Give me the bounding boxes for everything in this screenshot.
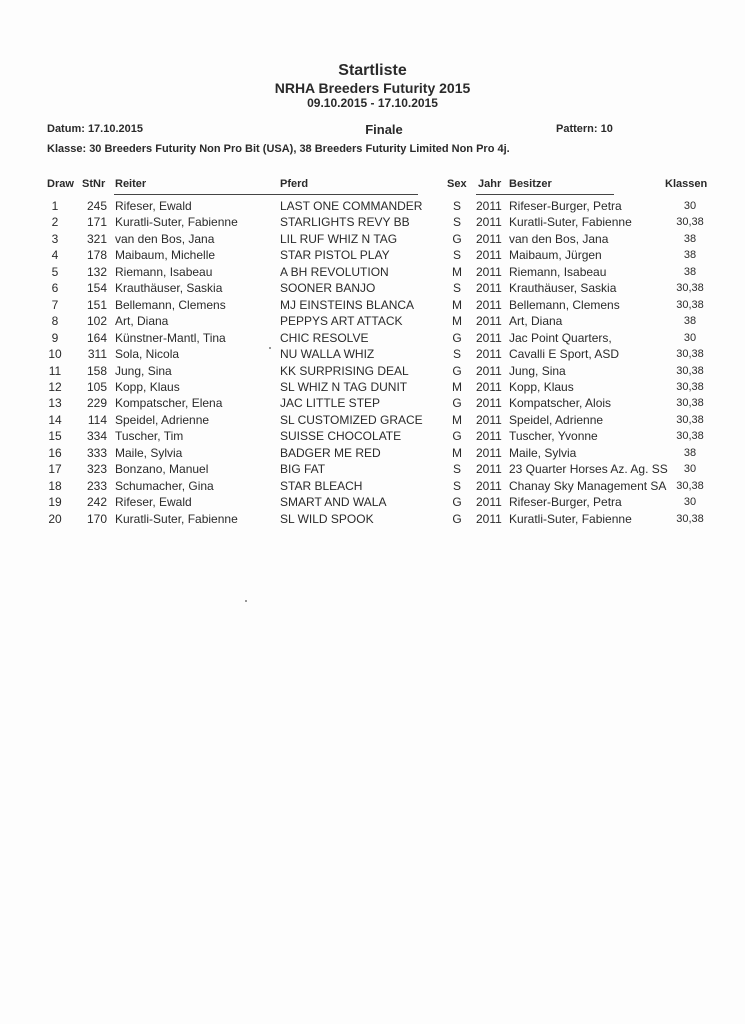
reiter-cell: Krauthäuser, Saskia bbox=[115, 281, 223, 296]
klassen-cell: 30,38 bbox=[676, 216, 704, 229]
sex-cell: S bbox=[452, 478, 461, 493]
pferd-cell: PEPPYS ART ATTACK bbox=[280, 314, 403, 329]
reiter-cell: Jung, Sina bbox=[115, 363, 172, 378]
draw-cell: 2 bbox=[51, 215, 59, 230]
reiter-cell: Kompatscher, Elena bbox=[115, 396, 223, 411]
besitzer-cell: Cavalli E Sport, ASD bbox=[509, 347, 620, 362]
reiter-cell: Rifeser, Ewald bbox=[115, 199, 192, 213]
klassen-cell: 38 bbox=[683, 315, 697, 328]
reiter-cell: Kopp, Klaus bbox=[115, 379, 180, 394]
pferd-cell: LIL RUF WHIZ N TAG bbox=[280, 231, 398, 246]
besitzer-cell: Kopp, Klaus bbox=[509, 379, 574, 394]
table-row bbox=[0, 395, 745, 411]
klassen-cell: 38 bbox=[683, 232, 697, 245]
pferd-cell: STAR BLEACH bbox=[280, 478, 363, 493]
col-header-pferd: Pferd bbox=[280, 178, 309, 190]
stnr-cell: 132 bbox=[86, 264, 107, 279]
pferd-cell: KK SURPRISING DEAL bbox=[280, 363, 409, 378]
draw-cell: 13 bbox=[48, 396, 62, 411]
table-row bbox=[0, 346, 745, 362]
klassen-cell: 30,38 bbox=[676, 397, 704, 410]
pferd-cell: SMART AND WALA bbox=[280, 495, 387, 510]
draw-cell: 7 bbox=[51, 297, 59, 312]
reiter-cell: Bellemann, Clemens bbox=[115, 297, 226, 312]
pferd-cell: LAST ONE COMMANDER bbox=[280, 199, 423, 213]
reiter-cell: Schumacher, Gina bbox=[115, 478, 214, 493]
sex-cell: M bbox=[452, 297, 462, 312]
stnr-cell: 321 bbox=[86, 231, 107, 246]
pferd-cell: JAC LITTLE STEP bbox=[280, 396, 381, 411]
table-row bbox=[0, 478, 745, 494]
stnr-cell: 114 bbox=[87, 412, 107, 427]
besitzer-cell: Rifeser-Burger, Petra bbox=[509, 199, 622, 213]
stnr-cell: 170 bbox=[86, 511, 107, 526]
besitzer-cell: Maibaum, Jürgen bbox=[509, 248, 602, 263]
pferd-cell: SL WHIZ N TAG DUNIT bbox=[280, 379, 408, 394]
jahr-cell: 2011 bbox=[476, 347, 502, 362]
sex-cell: M bbox=[452, 379, 462, 394]
reiter-cell: Riemann, Isabeau bbox=[115, 264, 213, 279]
table-row bbox=[0, 494, 745, 510]
draw-cell: 1 bbox=[51, 199, 59, 213]
table-row bbox=[0, 363, 745, 379]
stnr-cell: 178 bbox=[86, 248, 107, 263]
klassen-cell: 30 bbox=[683, 463, 697, 476]
table-row bbox=[0, 330, 745, 346]
jahr-cell: 2011 bbox=[476, 511, 502, 526]
draw-cell: 19 bbox=[48, 495, 62, 510]
draw-cell: 8 bbox=[51, 314, 59, 329]
sex-cell: M bbox=[452, 445, 462, 460]
stnr-cell: 164 bbox=[86, 330, 107, 345]
scan-speck bbox=[269, 347, 271, 349]
stnr-cell: 151 bbox=[86, 297, 107, 312]
klassen-cell: 30,38 bbox=[676, 298, 704, 311]
stnr-cell: 158 bbox=[86, 363, 107, 378]
jahr-cell: 2011 bbox=[476, 462, 502, 477]
sex-cell: S bbox=[452, 462, 461, 477]
table-row bbox=[0, 264, 745, 280]
reiter-cell: van den Bos, Jana bbox=[115, 231, 215, 246]
besitzer-cell: Tuscher, Yvonne bbox=[509, 429, 598, 444]
jahr-cell: 2011 bbox=[476, 478, 502, 493]
klassen-cell: 30,38 bbox=[676, 348, 704, 361]
event-name: NRHA Breeders Futurity 2015 bbox=[274, 80, 471, 96]
stnr-cell: 323 bbox=[86, 462, 107, 477]
jahr-cell: 2011 bbox=[476, 495, 502, 510]
draw-cell: 20 bbox=[48, 511, 62, 526]
table-row bbox=[0, 297, 745, 313]
reiter-cell: Maibaum, Michelle bbox=[115, 248, 216, 263]
jahr-cell: 2011 bbox=[476, 363, 502, 378]
table-row bbox=[0, 247, 745, 263]
klassen-cell: 30,38 bbox=[676, 380, 704, 393]
jahr-cell: 2011 bbox=[476, 396, 502, 411]
event-dates: 09.10.2015 - 17.10.2015 bbox=[307, 96, 438, 110]
jahr-cell: 2011 bbox=[476, 264, 502, 279]
pferd-cell: SL WILD SPOOK bbox=[280, 511, 374, 526]
sex-cell: M bbox=[452, 264, 462, 279]
document-title: Startliste bbox=[338, 62, 407, 79]
besitzer-cell: Jung, Sina bbox=[509, 363, 566, 378]
col-header-klassen: Klassen bbox=[665, 178, 708, 190]
table-row bbox=[0, 445, 745, 461]
sex-cell: M bbox=[452, 412, 462, 427]
pferd-cell: SUISSE CHOCOLATE bbox=[280, 429, 402, 444]
pferd-cell: BADGER ME RED bbox=[280, 445, 381, 460]
scan-speck bbox=[245, 600, 247, 602]
besitzer-cell: van den Bos, Jana bbox=[509, 231, 609, 246]
draw-cell: 14 bbox=[48, 412, 62, 427]
jahr-cell: 2011 bbox=[476, 215, 502, 230]
reiter-cell: Art, Diana bbox=[115, 314, 169, 329]
besitzer-cell: Bellemann, Clemens bbox=[509, 297, 620, 312]
pattern-label: Pattern: 10 bbox=[556, 123, 613, 135]
draw-cell: 9 bbox=[51, 330, 59, 345]
reiter-cell: Kuratli-Suter, Fabienne bbox=[115, 511, 238, 526]
pferd-cell: SL CUSTOMIZED GRACE bbox=[280, 412, 423, 427]
jahr-cell: 2011 bbox=[476, 281, 502, 296]
reiter-cell: Kuratli-Suter, Fabienne bbox=[115, 215, 238, 230]
col-header-besitzer: Besitzer bbox=[509, 178, 552, 190]
table-row bbox=[0, 214, 745, 230]
besitzer-cell: Krauthäuser, Saskia bbox=[509, 281, 617, 296]
draw-cell: 6 bbox=[51, 281, 59, 296]
sex-cell: G bbox=[452, 330, 462, 345]
pferd-cell: SOONER BANJO bbox=[280, 281, 376, 296]
table-row bbox=[0, 313, 745, 329]
besitzer-cell: Chanay Sky Management SA bbox=[509, 478, 667, 493]
sex-cell: M bbox=[452, 314, 462, 329]
klassen-cell: 30 bbox=[683, 496, 697, 509]
draw-cell: 4 bbox=[51, 248, 59, 263]
sex-cell: G bbox=[452, 396, 462, 411]
besitzer-cell: Art, Diana bbox=[509, 314, 563, 329]
sex-cell: G bbox=[452, 363, 462, 378]
col-header-draw: Draw bbox=[47, 178, 74, 190]
stnr-cell: 333 bbox=[86, 445, 107, 460]
reiter-cell: Sola, Nicola bbox=[115, 347, 180, 362]
jahr-cell: 2011 bbox=[476, 429, 502, 444]
klassen-cell: 30,38 bbox=[676, 512, 704, 525]
draw-cell: 16 bbox=[48, 445, 62, 460]
klassen-cell: 30,38 bbox=[676, 479, 704, 492]
reiter-cell: Maile, Sylvia bbox=[115, 445, 183, 460]
table-row bbox=[0, 231, 745, 247]
pferd-cell: A BH REVOLUTION bbox=[280, 264, 389, 279]
stnr-cell: 102 bbox=[86, 314, 107, 329]
stnr-cell: 154 bbox=[86, 281, 107, 296]
title-block bbox=[0, 62, 745, 111]
header-divider-right bbox=[476, 194, 614, 195]
reiter-cell: Bonzano, Manuel bbox=[115, 462, 209, 477]
jahr-cell: 2011 bbox=[476, 412, 502, 427]
table-row bbox=[0, 280, 745, 296]
pferd-cell: NU WALLA WHIZ bbox=[280, 347, 375, 362]
draw-cell: 5 bbox=[51, 264, 59, 279]
klasse-label: Klasse: 30 Breeders Futurity Non Pro Bit (USA), 38 Breeders Futurity Limited Non Pro 4j. bbox=[47, 143, 510, 155]
header-divider-left bbox=[114, 194, 418, 195]
table-row bbox=[0, 412, 745, 428]
sex-cell: G bbox=[452, 231, 462, 246]
col-header-jahr: Jahr bbox=[478, 178, 502, 190]
draw-cell: 11 bbox=[48, 363, 62, 378]
klassen-cell: 38 bbox=[683, 446, 697, 459]
reiter-cell: Rifeser, Ewald bbox=[115, 495, 192, 510]
jahr-cell: 2011 bbox=[476, 330, 502, 345]
draw-cell: 12 bbox=[48, 379, 62, 394]
table-row bbox=[0, 511, 745, 527]
sex-cell: S bbox=[452, 347, 461, 362]
pferd-cell: STARLIGHTS REVY BB bbox=[280, 215, 410, 230]
datum-label: Datum: 17.10.2015 bbox=[47, 123, 143, 135]
jahr-cell: 2011 bbox=[476, 314, 502, 329]
pferd-cell: MJ EINSTEINS BLANCA bbox=[280, 297, 415, 312]
klassen-cell: 30 bbox=[683, 331, 697, 344]
reiter-cell: Speidel, Adrienne bbox=[115, 412, 210, 427]
stnr-cell: 229 bbox=[86, 396, 107, 411]
sex-cell: S bbox=[452, 248, 461, 263]
stnr-cell: 334 bbox=[86, 429, 107, 444]
table-row bbox=[0, 198, 745, 214]
sex-cell: G bbox=[452, 495, 462, 510]
stnr-cell: 311 bbox=[87, 347, 107, 362]
klassen-cell: 30,38 bbox=[676, 364, 704, 377]
klassen-cell: 38 bbox=[683, 249, 697, 262]
pferd-cell: STAR PISTOL PLAY bbox=[280, 248, 390, 263]
jahr-cell: 2011 bbox=[476, 231, 502, 246]
reiter-cell: Künstner-Mantl, Tina bbox=[115, 330, 226, 345]
klassen-cell: 30 bbox=[683, 200, 697, 212]
sex-cell: G bbox=[452, 429, 462, 444]
klassen-cell: 30,38 bbox=[676, 413, 704, 426]
draw-cell: 15 bbox=[48, 429, 62, 444]
besitzer-cell: 23 Quarter Horses Az. Ag. SS bbox=[509, 462, 668, 477]
stnr-cell: 105 bbox=[86, 379, 107, 394]
draw-cell: 10 bbox=[48, 347, 62, 362]
stnr-cell: 233 bbox=[86, 478, 107, 493]
finale-label: Finale bbox=[365, 122, 403, 137]
table-row bbox=[0, 379, 745, 395]
jahr-cell: 2011 bbox=[476, 199, 502, 213]
stnr-cell: 245 bbox=[86, 199, 107, 213]
stnr-cell: 242 bbox=[86, 495, 107, 510]
besitzer-cell: Rifeser-Burger, Petra bbox=[509, 495, 622, 510]
pferd-cell: BIG FAT bbox=[280, 462, 326, 477]
jahr-cell: 2011 bbox=[476, 248, 502, 263]
draw-cell: 3 bbox=[51, 231, 59, 246]
klassen-cell: 30,38 bbox=[676, 282, 704, 295]
klassen-cell: 38 bbox=[683, 265, 697, 278]
draw-cell: 18 bbox=[48, 478, 62, 493]
klassen-cell: 30,38 bbox=[676, 430, 704, 443]
besitzer-cell: Speidel, Adrienne bbox=[509, 412, 604, 427]
besitzer-cell: Kompatscher, Alois bbox=[509, 396, 612, 411]
pferd-cell: CHIC RESOLVE bbox=[280, 330, 369, 345]
jahr-cell: 2011 bbox=[476, 445, 502, 460]
besitzer-cell: Kuratli-Suter, Fabienne bbox=[509, 511, 632, 526]
besitzer-cell: Riemann, Isabeau bbox=[509, 264, 607, 279]
col-header-sex: Sex bbox=[447, 178, 467, 190]
table-row bbox=[0, 461, 745, 477]
col-header-stnr: StNr bbox=[82, 178, 106, 190]
draw-cell: 17 bbox=[48, 462, 62, 477]
besitzer-cell: Jac Point Quarters, bbox=[509, 330, 612, 345]
sex-cell: G bbox=[452, 511, 462, 526]
col-header-reiter: Reiter bbox=[115, 178, 147, 190]
besitzer-cell: Kuratli-Suter, Fabienne bbox=[509, 215, 632, 230]
sex-cell: S bbox=[452, 199, 461, 213]
sex-cell: S bbox=[452, 215, 461, 230]
table-row bbox=[0, 428, 745, 444]
jahr-cell: 2011 bbox=[476, 297, 502, 312]
stnr-cell: 171 bbox=[86, 215, 107, 230]
sex-cell: S bbox=[452, 281, 461, 296]
jahr-cell: 2011 bbox=[476, 379, 502, 394]
reiter-cell: Tuscher, Tim bbox=[115, 429, 184, 444]
besitzer-cell: Maile, Sylvia bbox=[509, 445, 577, 460]
